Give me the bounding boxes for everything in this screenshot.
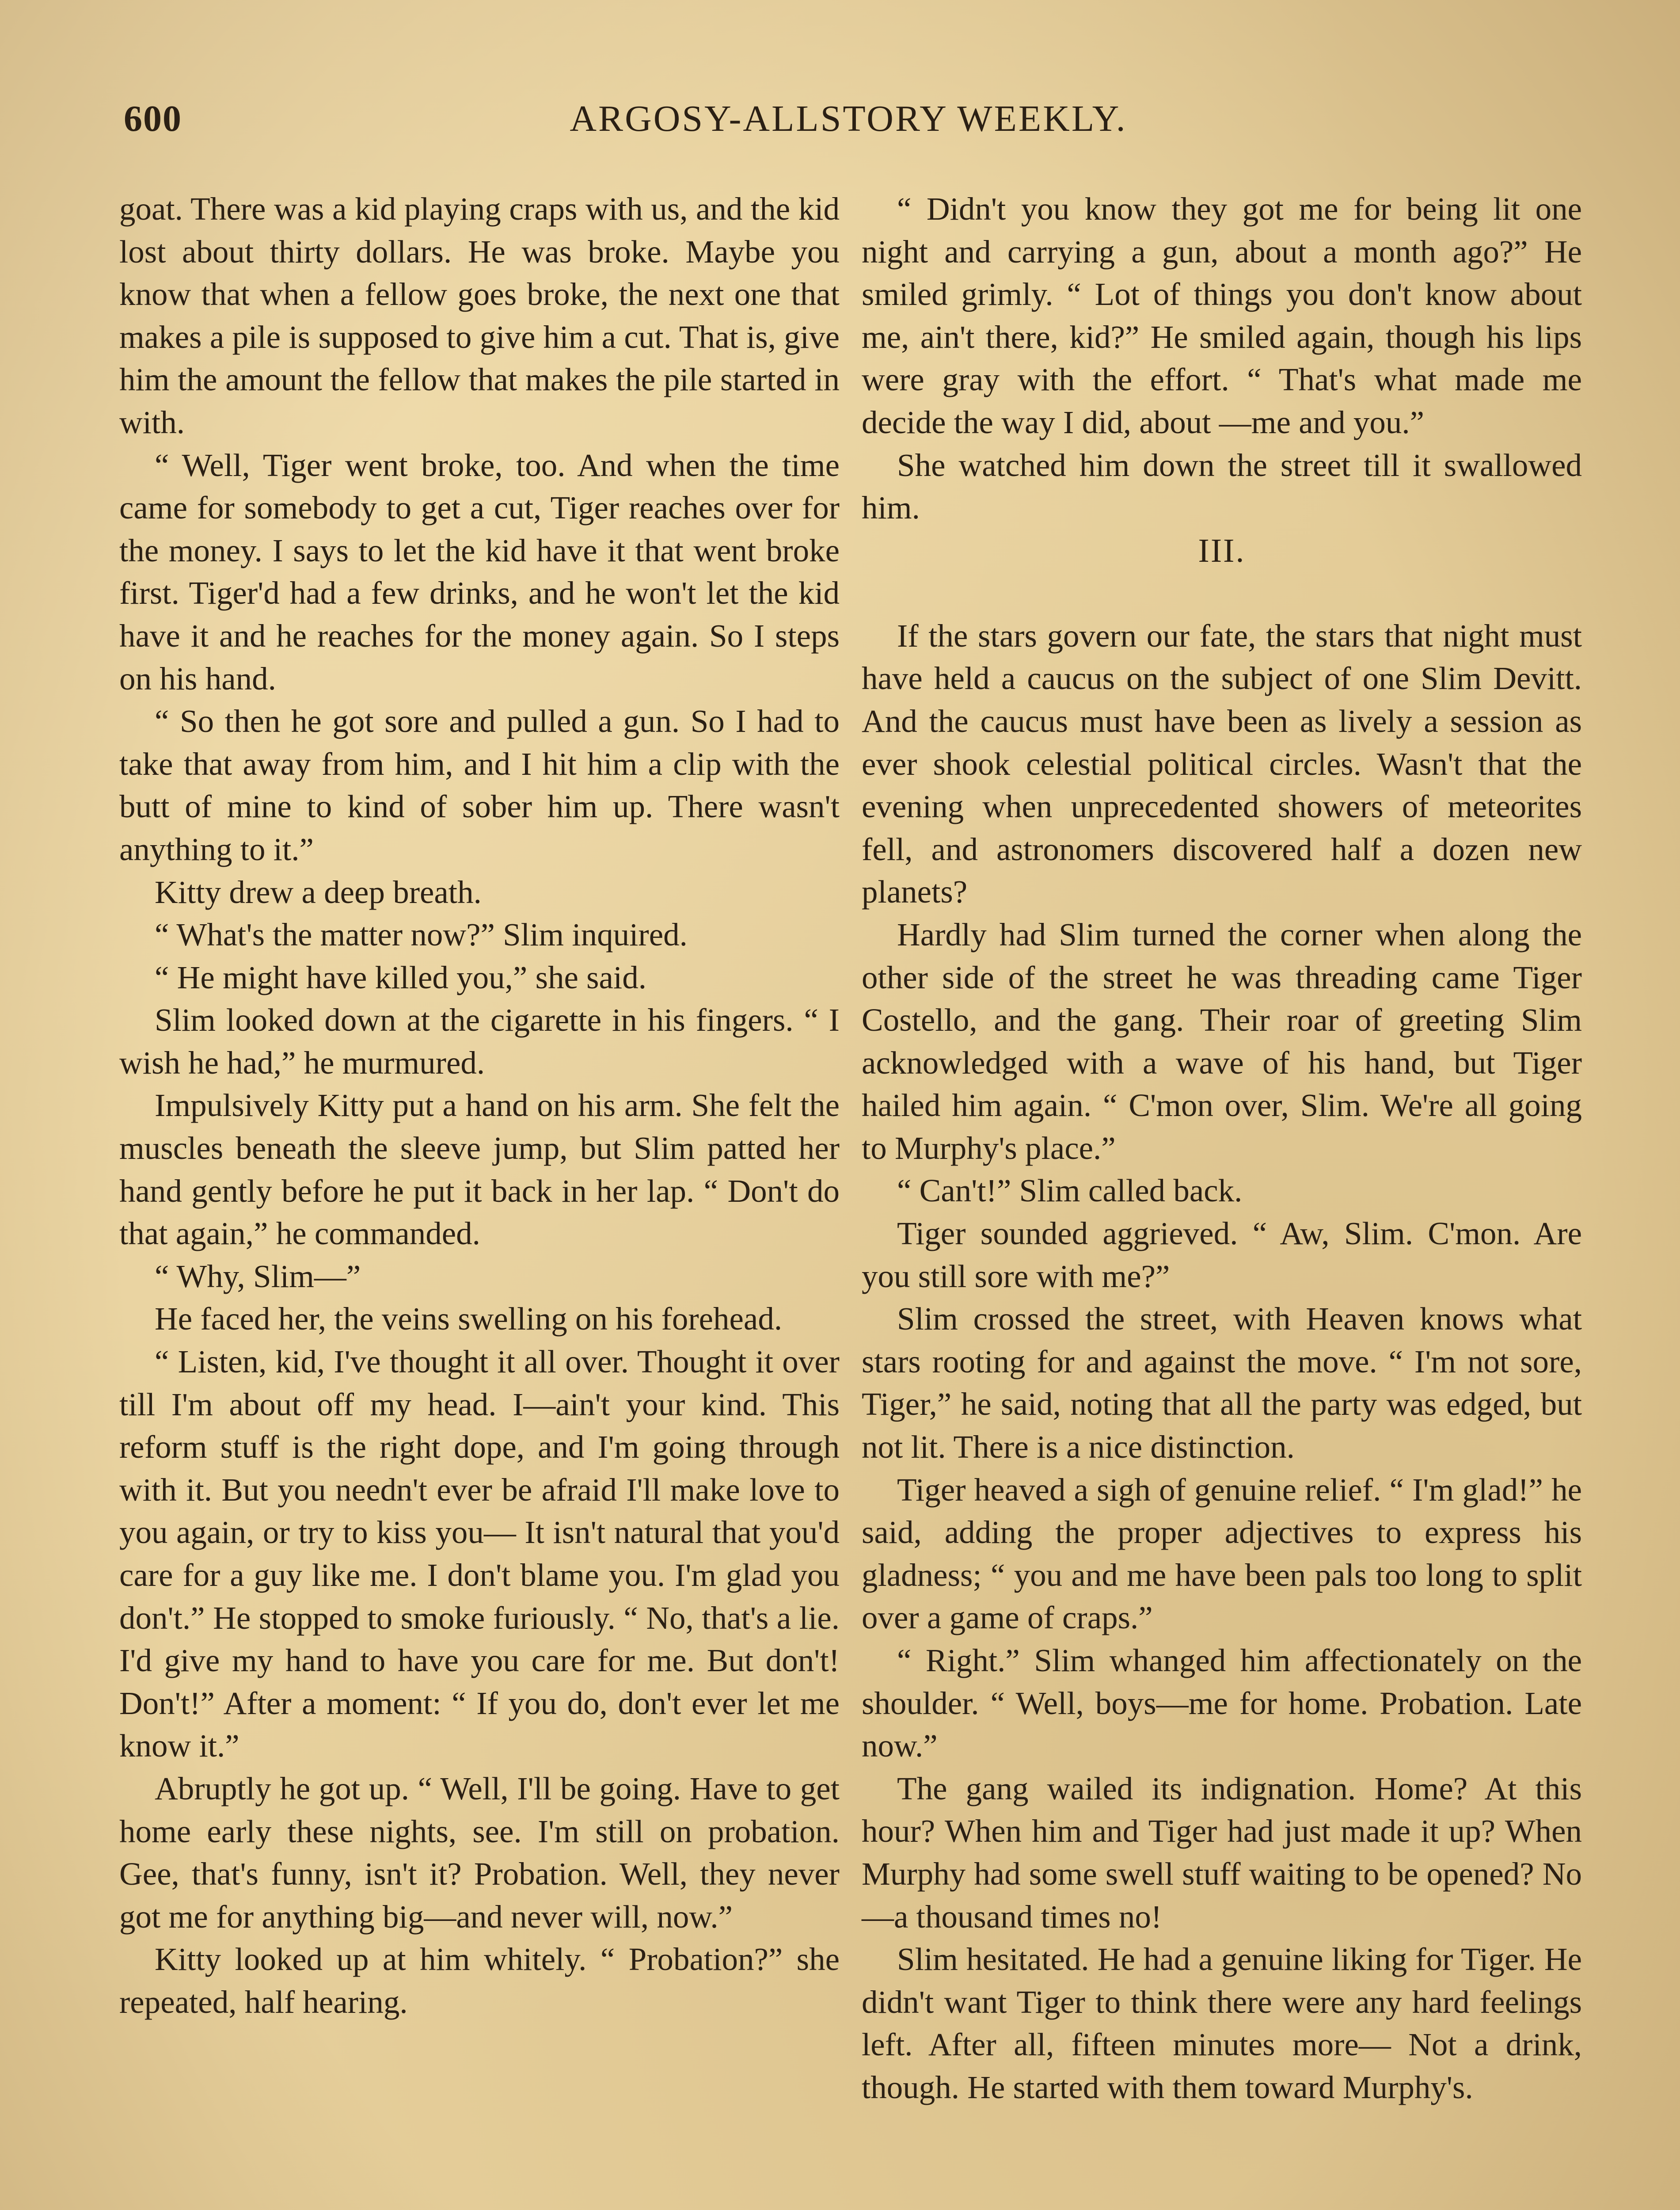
right-column [862, 188, 1582, 2109]
paragraph: “ Why, Slim—” [155, 1258, 361, 1294]
paragraph: “ So then he got sore and pulled a gun. So I had to take that away from him, and I hit him a clip with the butt of mine to kind of sober him up. There wasn't anything to it.” [119, 703, 840, 867]
page-number: 600 [124, 98, 182, 139]
paragraph: “ Well, Tiger went broke, too. And when the time came for somebody to get a cut, Tiger reaches over for the money. I says to let the kid have it that went broke first. Tiger'd had a few drinks, and he won't let the kid have it and he reaches for the money again. So I steps on his hand. [119, 447, 840, 697]
paragraph: He faced her, the veins swelling on his forehead. [155, 1301, 783, 1337]
paragraph: Tiger sounded aggrieved. “ Aw, Slim. C'mon. Are you still sore with me?” [862, 1216, 1582, 1294]
running-title: ARGOSY-ALLSTORY WEEKLY. [570, 98, 1127, 139]
paragraph: She watched him down the street till it swallowed him. [862, 447, 1582, 526]
paragraph: “ Listen, kid, I've thought it all over. Thought it over till I'm about off my head. I—ain't your kind. This reform stuff is the right dope, and I'm going through with it. But you needn't ever be afraid I'll make love to you again, or try to kiss you— It isn't natural that you'd care for a guy like me. I don't blame you. I'm glad you don't.” He stopped to smoke furiously. “ No, that's a lie. I'd give my hand to have you care for me. But don't! Don't!” After a moment: “ If you do, don't ever let me know it.” [119, 1344, 840, 1764]
paragraph: goat. There was a kid playing craps with us, and the kid lost about thirty dollars. He was broke. Maybe you know that when a fellow goes broke, the next one that makes a pile is supposed to give him a cut. That is, give him the amount the fellow that makes the pile started in with. [119, 191, 840, 440]
section-heading: III. [1198, 532, 1246, 569]
paragraph: “ Can't!” Slim called back. [897, 1173, 1243, 1209]
paragraph: “ Right.” Slim whanged him affectionately on the shoulder. “ Well, boys—me for home. Probation. Late now.” [862, 1642, 1582, 1764]
paragraph: Slim hesitated. He had a genuine liking for Tiger. He didn't want Tiger to think there were any hard feelings left. After all, fifteen minutes more— Not a drink, though. He started with them toward Murphy's. [862, 1941, 1582, 2105]
paragraph: If the stars govern our fate, the stars that night must have held a caucus on the subject of one Slim Devitt. And the caucus must have been as lively a session as ever shook celestial political circles. Wasn't that the evening when unprecedented showers of meteorites fell, and astronomers discovered half a dozen new planets? [862, 617, 1582, 910]
paragraph: “ Didn't you know they got me for being lit one night and carrying a gun, about a month ago?” He smiled grimly. “ Lot of things you don't know about me, ain't there, kid?” He smiled again, though his lips were gray with the effort. “ That's what made me decide the way I did, about —me and you.” [862, 191, 1582, 440]
paragraph: Kitty drew a deep breath. [155, 874, 482, 910]
paragraph: Hardly had Slim turned the corner when along the other side of the street he was threading came Tiger Costello, and the gang. Their roar of greeting Slim acknowledged with a wave of his hand, but Tiger hailed him again. “ C'mon over, Slim. We're all going to Murphy's place.” [862, 916, 1582, 1166]
paragraph: The gang wailed its indignation. Home? At this hour? When him and Tiger had just made it up? When Murphy had some swell stuff waiting to be opened? No—a thousand times no! [862, 1770, 1582, 1935]
paragraph: Slim looked down at the cigarette in his fingers. “ I wish he had,” he murmured. [119, 1002, 840, 1081]
paragraph: Impulsively Kitty put a hand on his arm. She felt the muscles beneath the sleeve jump, but Slim patted her hand gently before he put it back in her lap. “ Don't do that again,” he commanded. [119, 1087, 840, 1252]
paragraph: “ What's the matter now?” Slim inquired. [155, 917, 688, 953]
paragraph: Slim crossed the street, with Heaven knows what stars rooting for and against the move. “ I'm not sore, Tiger,” he said, noting that all the party was edged, but not lit. There is a nice distinction. [862, 1301, 1582, 1465]
paragraph: Tiger heaved a sigh of genuine relief. “ I'm glad!” he said, adding the proper adjectives to express his gladness; “ you and me have been pals too long to split over a game of craps.” [862, 1471, 1582, 1636]
paragraph: Abruptly he got up. “ Well, I'll be going. Have to get home early these nights, see. I'm still on probation. Gee, that's funny, isn't it? Probation. Well, they never got me for anything big—and never will, now.” [119, 1770, 840, 1935]
page-header [119, 97, 1577, 150]
paragraph: “ He might have killed you,” she said. [155, 959, 646, 995]
left-column [119, 188, 840, 2024]
paragraph: Kitty looked up at him whitely. “ Probation?” she repeated, half hearing. [119, 1941, 840, 2020]
